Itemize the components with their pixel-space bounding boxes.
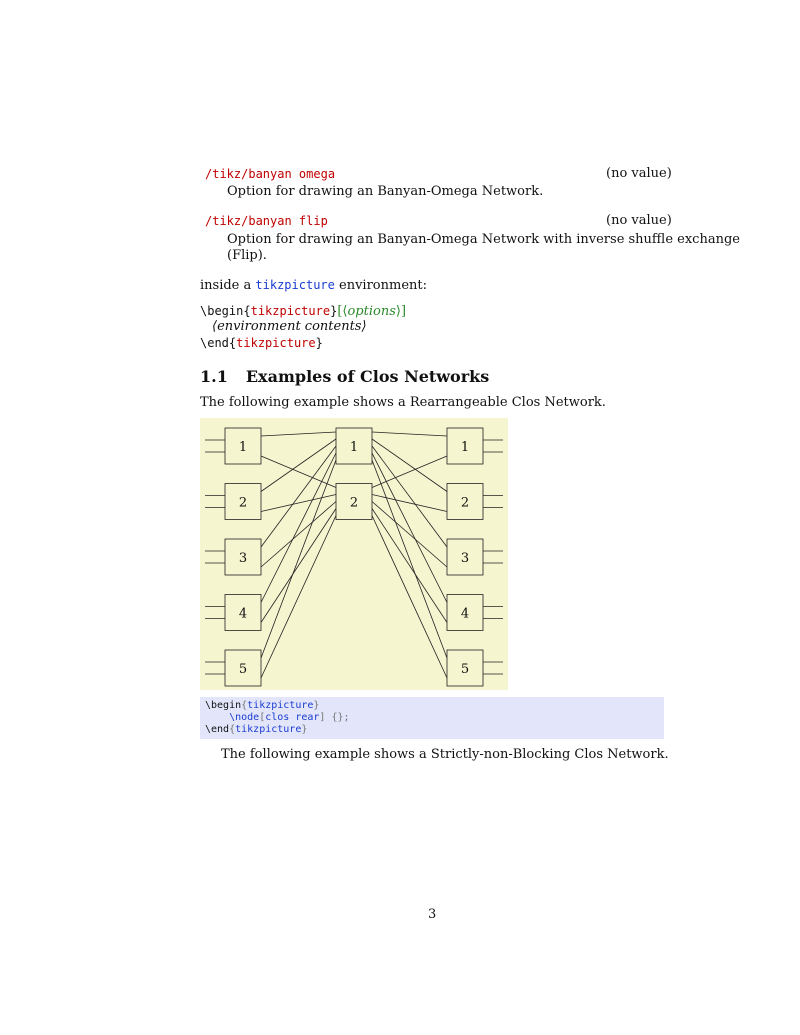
ingress-switch-5-label: 5 [238,662,248,677]
option-key-banyan-omega: /tikz/banyan omega [205,167,336,181]
section-number: 1.1 [200,367,228,386]
ingress-switch-1-label: 1 [238,440,248,455]
syntax-options-close: ⟩] [395,304,407,319]
syntax-begin-line: \begin{tikzpicture}[⟨options⟩] [200,304,407,319]
syntax-begin-env: tikzpicture [250,304,331,318]
inside-env-sentence [200,277,427,294]
code-indent [205,712,229,723]
code-brace: } [313,700,320,711]
link-left-4-mid-1 [261,453,336,603]
section-heading [200,367,489,386]
link-left-3-mid-2 [261,502,336,568]
paragraph-rearrangeable: The following example shows a Rearrangeable Clos Network. [200,395,606,410]
option-desc-banyan-omega: Option for drawing an Banyan-Omega Network. [227,184,544,199]
syntax-end-cmd: \end [200,336,229,350]
code-brace: { [229,724,236,735]
link-mid-1-right-5 [372,460,447,658]
code-begin-cmd: \begin [205,700,242,711]
link-left-1-mid-1 [261,432,336,436]
egress-switch-3-label: 3 [460,551,470,566]
ingress-switch-3-label: 3 [238,551,248,566]
link-mid-2-right-3 [372,502,447,568]
code-line-end [205,724,307,736]
inside-env-name: tikzpicture [255,278,335,292]
code-brace: { [241,700,248,711]
code-node-cmd: \node [229,712,260,723]
ingress-switch-2-label: 2 [238,495,248,511]
code-bracket: ] [319,712,326,723]
egress-switch-1-label: 1 [460,440,470,455]
link-mid-1-right-1 [372,432,447,436]
clos-network-diagram [200,418,508,690]
link-mid-1-right-2 [372,439,447,492]
link-mid-2-right-5 [372,516,447,679]
inside-post: environment: [334,278,427,293]
option-value-banyan-omega: (no value) [606,166,672,181]
section-title: Examples of Clos Networks [245,367,490,386]
link-left-5-mid-2 [261,516,336,679]
egress-switch-5-label: 5 [460,662,470,677]
syntax-begin-cmd: \begin [200,304,244,318]
code-node-option: clos rear [265,712,320,723]
syntax-options-open: [⟨ [337,304,348,319]
clos-network-figure [200,418,508,690]
link-left-4-mid-2 [261,509,336,623]
option-desc-banyan-flip: Option for drawing an Banyan-Omega Network with inverse shuffle exchange [227,232,740,247]
syntax-end-env: tikzpicture [236,336,316,350]
code-line-begin [205,700,319,712]
ingress-switch-4-label: 4 [238,606,248,622]
code-begin-env: tikzpicture [247,700,314,711]
middle-switch-2-label: 2 [349,495,359,511]
link-left-2-mid-1 [261,439,336,492]
egress-switch-2-label: 2 [460,495,470,511]
syntax-options: options [347,304,396,319]
code-example-box [200,697,664,739]
link-mid-2-right-4 [372,509,447,623]
page-number: 3 [428,907,437,922]
code-bracket: [ [259,712,266,723]
code-line-node [205,712,350,724]
code-node-rest: {}; [325,712,350,723]
option-value-banyan-flip: (no value) [606,213,672,228]
code-brace: } [301,724,308,735]
paragraph-strictly-non-blocking: The following example shows a Strictly-non-Blocking Clos Network. [221,747,669,762]
syntax-contents: ⟨environment contents⟩ [212,319,367,334]
inside-pre: inside a [200,278,256,293]
syntax-end-line: \end{tikzpicture} [200,336,323,350]
option-desc-banyan-flip-cont: (Flip). [227,248,267,263]
link-left-5-mid-1 [261,460,336,658]
middle-switch-1-label: 1 [349,440,359,455]
code-end-cmd: \end [205,724,230,735]
link-mid-1-right-4 [372,453,447,603]
egress-switch-4-label: 4 [460,606,470,622]
code-end-env: tikzpicture [235,724,302,735]
option-key-banyan-flip: /tikz/banyan flip [205,214,328,228]
